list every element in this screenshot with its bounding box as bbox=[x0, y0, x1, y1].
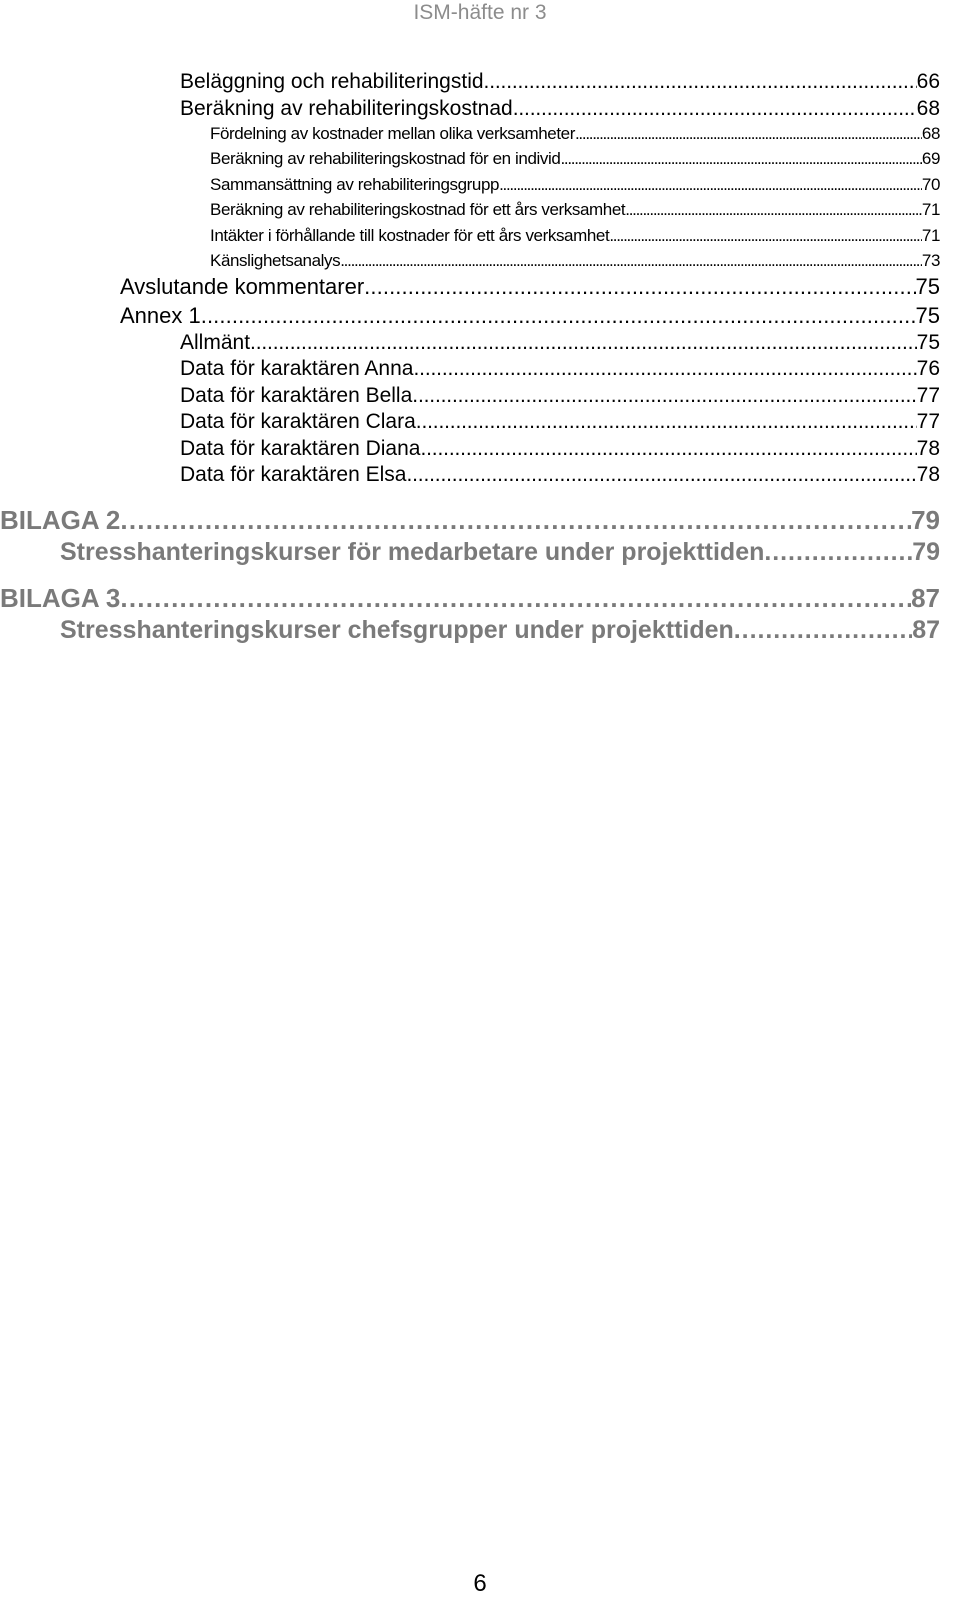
toc-entry-page: 75 bbox=[915, 274, 940, 299]
toc-entry[interactable] bbox=[180, 384, 940, 408]
toc-entry[interactable] bbox=[60, 538, 940, 567]
toc-entry[interactable] bbox=[120, 274, 940, 300]
toc-entry[interactable] bbox=[180, 97, 940, 121]
toc-entry-label: Beräkning av rehabiliteringskostnad för en individ bbox=[210, 149, 561, 168]
toc-leader bbox=[575, 124, 922, 144]
toc-entry-label: Sammansättning av rehabiliteringsgrupp bbox=[210, 175, 500, 194]
toc-entry-page: 79 bbox=[911, 505, 940, 535]
toc-leader bbox=[201, 303, 916, 329]
toc-leader bbox=[609, 226, 922, 246]
toc-entry-label: Känslighetsanalys bbox=[210, 251, 341, 270]
toc-leader bbox=[416, 410, 917, 434]
toc-entry-label: Data för karaktären Diana bbox=[180, 437, 421, 460]
toc-entry-label: Stresshanteringskurser chefsgrupper under projekttiden bbox=[60, 616, 734, 644]
toc-entry-page: 68 bbox=[916, 97, 940, 120]
toc-entry-label: Beräkning av rehabiliteringskostnad för ett års verksamhet bbox=[210, 200, 626, 219]
toc-entry[interactable] bbox=[0, 583, 940, 614]
toc-entry-page: 75 bbox=[916, 331, 940, 354]
toc-entry[interactable] bbox=[60, 616, 940, 645]
toc-leader bbox=[499, 175, 922, 195]
toc-entry[interactable] bbox=[210, 251, 940, 271]
toc-entry[interactable] bbox=[210, 149, 940, 169]
toc-entry-page: 79 bbox=[912, 538, 940, 566]
page-number: 6 bbox=[473, 1570, 487, 1597]
toc-entry-page: 78 bbox=[916, 437, 940, 460]
toc-leader bbox=[413, 357, 916, 381]
toc-leader bbox=[340, 251, 922, 271]
toc-leader bbox=[764, 538, 912, 567]
toc-entry-label: Data för karaktären Elsa bbox=[180, 463, 407, 486]
toc-entry-label: Allmänt bbox=[180, 331, 251, 354]
toc-entry-label: Fördelning av kostnader mellan olika verksamheter bbox=[210, 124, 575, 143]
toc-entry-label: Beläggning och rehabiliteringstid bbox=[180, 70, 484, 93]
toc-entry-label: Annex 1 bbox=[120, 303, 201, 328]
toc-entry[interactable] bbox=[180, 463, 940, 487]
running-header: ISM-häfte nr 3 bbox=[413, 1, 547, 24]
toc-entry[interactable] bbox=[210, 175, 940, 195]
toc-entry-label: Stresshanteringskurser för medarbetare under projekttiden bbox=[60, 538, 765, 566]
toc-entry[interactable] bbox=[120, 303, 940, 329]
toc-leader bbox=[120, 505, 911, 536]
toc-entry-page: 69 bbox=[921, 149, 940, 168]
toc-entry-label: BILAGA 3 bbox=[0, 583, 121, 613]
toc-entry[interactable] bbox=[210, 226, 940, 246]
toc-entry[interactable] bbox=[180, 437, 940, 461]
toc-entry-label: Data för karaktären Anna bbox=[180, 357, 414, 380]
toc-entry-page: 66 bbox=[916, 70, 940, 93]
toc-leader bbox=[250, 331, 917, 355]
toc-leader bbox=[420, 437, 916, 461]
toc-leader bbox=[560, 149, 921, 169]
toc-entry[interactable] bbox=[180, 357, 940, 381]
toc-leader bbox=[120, 583, 911, 614]
toc-entry-label: Data för karaktären Bella bbox=[180, 384, 413, 407]
toc-leader bbox=[364, 274, 915, 300]
toc-leader bbox=[406, 463, 916, 487]
toc-entry-page: 71 bbox=[921, 200, 940, 219]
toc-entry-label: Beräkning av rehabiliteringskostnad bbox=[180, 97, 513, 120]
toc-entry[interactable] bbox=[180, 331, 940, 355]
toc-entry-page: 75 bbox=[915, 303, 940, 328]
toc-leader bbox=[484, 70, 917, 94]
toc-entry-page: 71 bbox=[921, 226, 940, 245]
toc-leader bbox=[412, 384, 916, 408]
toc-entry-page: 77 bbox=[916, 410, 940, 433]
toc-entry-page: 87 bbox=[911, 583, 940, 613]
toc-entry-page: 76 bbox=[916, 357, 940, 380]
toc-entry-label: Data för karaktären Clara bbox=[180, 410, 416, 433]
toc-leader bbox=[734, 616, 912, 645]
toc-leader bbox=[625, 200, 922, 220]
toc-entry-page: 87 bbox=[912, 616, 940, 644]
toc-entry[interactable] bbox=[180, 410, 940, 434]
toc-entry-label: BILAGA 2 bbox=[0, 505, 121, 535]
toc-entry[interactable] bbox=[180, 70, 940, 94]
toc-entry[interactable] bbox=[210, 124, 940, 144]
toc-entry-page: 78 bbox=[916, 463, 940, 486]
toc-entry-page: 73 bbox=[921, 251, 940, 270]
toc-entry-page: 77 bbox=[916, 384, 940, 407]
toc-entry-label: Avslutande kommentarer bbox=[120, 274, 365, 299]
toc-entry-label: Intäkter i förhållande till kostnader för ett års verksamhet bbox=[210, 226, 610, 245]
toc-entry-page: 68 bbox=[921, 124, 940, 143]
toc-leader bbox=[513, 97, 917, 121]
toc-entry-page: 70 bbox=[921, 175, 940, 194]
toc-entry[interactable] bbox=[210, 200, 940, 220]
toc-entry[interactable] bbox=[0, 505, 940, 536]
